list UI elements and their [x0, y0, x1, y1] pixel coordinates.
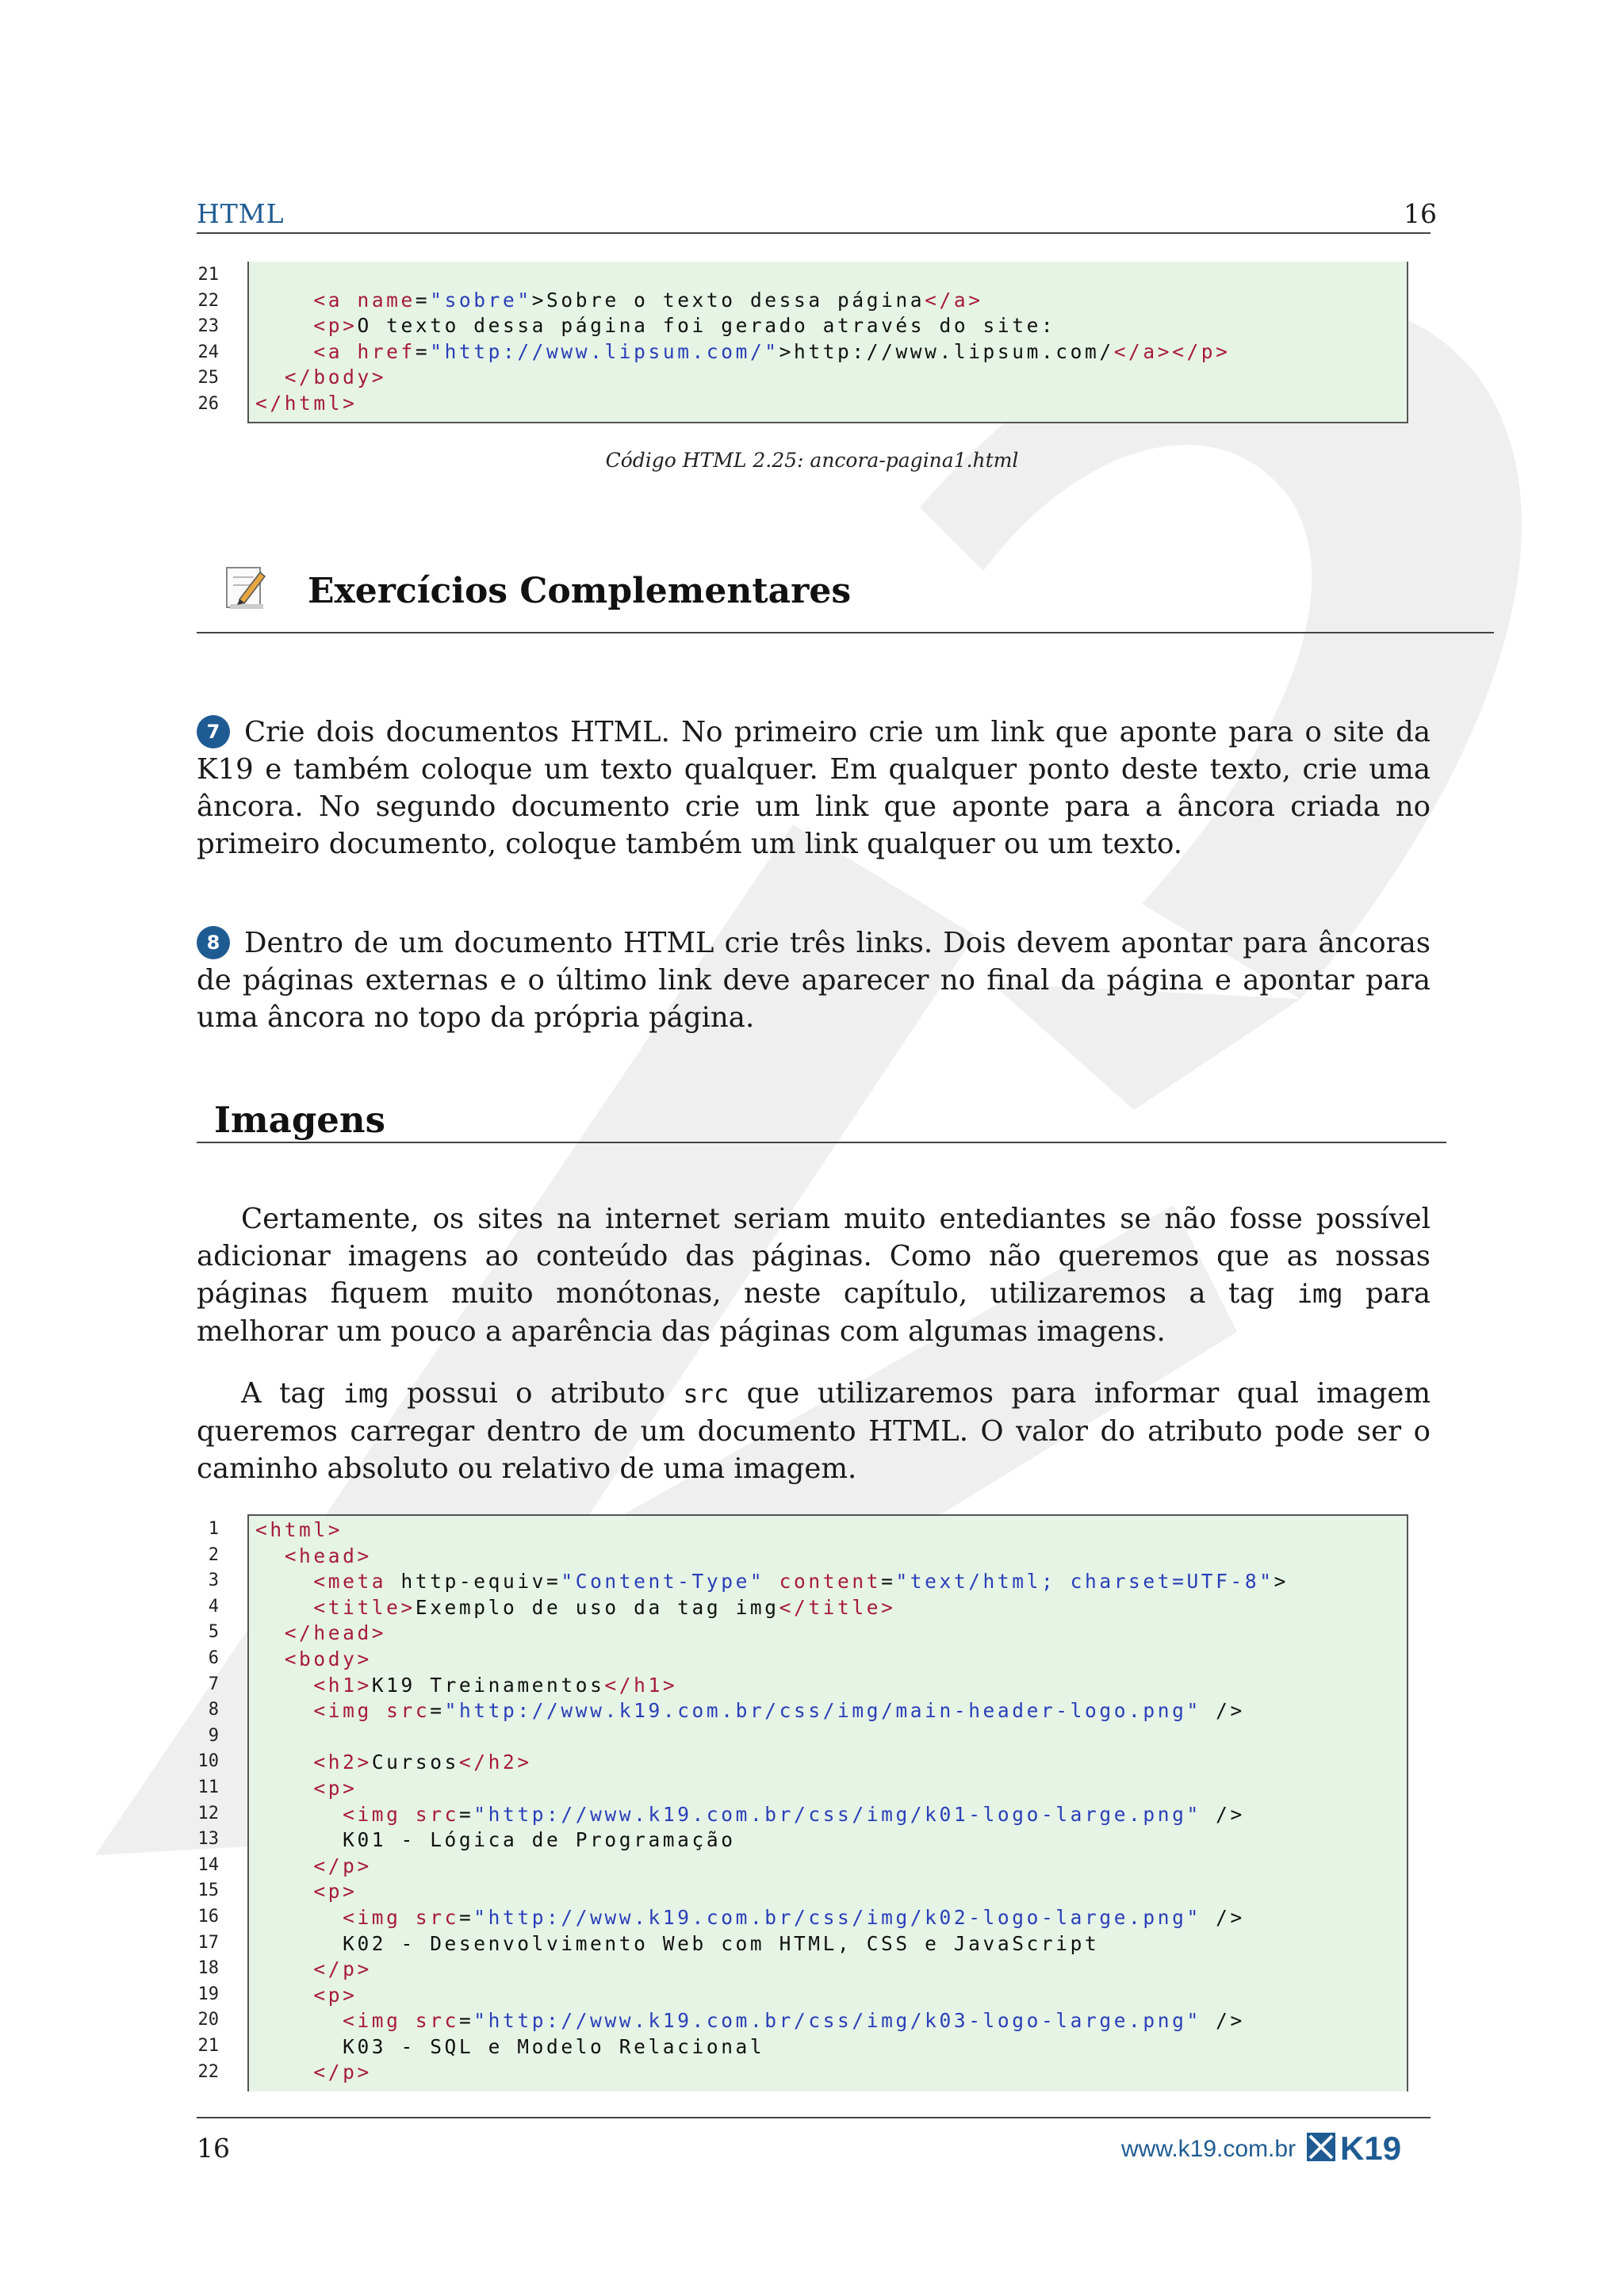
paragraph-intro: Certamente, os sites na internet seriam muito entediantes se não fosse possível adicionar imagens ao conteúdo das páginas. Como não queremos que as nossas páginas fiquem muito monótonas, neste capítulo, utilizaremos a tag img para melhorar um pouco a aparência das páginas com algumas imagens. [197, 1203, 1431, 1348]
code-line: </body> [284, 365, 387, 389]
code-line: <head> [284, 1544, 372, 1567]
code-line: <img src="http://www.k19.com.br/css/img/k03-logo-large.png" /> [343, 2009, 1245, 2033]
code-line: <a name="sobre">Sobre o texto dessa página</a> [313, 288, 983, 312]
code-line: </html> [255, 391, 358, 415]
code-line: <a href="http://www.lipsum.com/">http://www.lipsum.com/</a></p> [313, 339, 1231, 363]
code-line: <p> [313, 1776, 358, 1800]
paragraph-img-src: A tag img possui o atributo src que utilizaremos para informar qual imagem queremos carregar dentro de um documento HTML. O valor do atributo pode ser o caminho absoluto ou relativo de uma imagem. [197, 1377, 1431, 1485]
code-line: <p>O texto dessa página foi gerado através do site: [313, 314, 1056, 338]
line-number: 16 [197, 1907, 219, 1927]
footer-rule [197, 2117, 1431, 2118]
code-line: <h1>K19 Treinamentos</h1> [313, 1673, 678, 1697]
line-number: 8 [208, 1700, 219, 1720]
section-rule [197, 1142, 1446, 1143]
code-line: <title>Exemplo de uso da tag img</title> [313, 1595, 896, 1619]
code-line: <img src="http://www.k19.com.br/css/img/main-header-logo.png" /> [313, 1699, 1245, 1723]
line-number: 26 [197, 394, 219, 414]
svg-text:K19: K19 [1340, 2130, 1402, 2164]
code-line: <p> [313, 1880, 358, 1904]
footer-page-number: 16 [197, 2133, 230, 2164]
code-line: K03 - SQL e Modelo Relacional [255, 2034, 765, 2058]
line-number: 25 [197, 368, 219, 388]
line-number: 14 [197, 1854, 219, 1875]
line-number: 13 [197, 1829, 219, 1850]
exercise-number-badge: 8 [197, 926, 230, 959]
code-line: <body> [284, 1647, 372, 1670]
footer-url[interactable]: www.k19.com.br [1121, 2136, 1297, 2162]
exercise-number-badge: 7 [197, 715, 230, 748]
exercises-title: Exercícios Complementares [308, 571, 852, 611]
k19-logo [1305, 2130, 1427, 2164]
code-line [255, 262, 1407, 288]
inline-code: src [683, 1379, 730, 1409]
line-number: 21 [197, 2036, 219, 2056]
line-number: 17 [197, 1932, 219, 1953]
code-line: <p> [313, 1983, 358, 2007]
code-line [255, 1724, 1407, 1751]
code-line: K02 - Desenvolvimento Web com HTML, CSS e JavaScript [255, 1931, 1100, 1955]
code-line: <meta http-equiv="Content-Type" content="text/html; charset=UTF-8"> [313, 1570, 1289, 1594]
line-number: 21 [197, 265, 219, 285]
code-line: </p> [313, 1854, 372, 1877]
line-number: 4 [208, 1596, 219, 1617]
line-number: 19 [197, 1984, 219, 2004]
line-number: 24 [197, 342, 219, 362]
code-block-imagens [247, 1514, 1408, 2091]
exercise-8 [197, 924, 1431, 1036]
exercise-text: Dentro de um documento HTML crie três links. Dois devem apontar para âncoras de páginas externas e o último link deve aparecer no final da página e apontar para uma âncora no topo da própria página. [197, 927, 1431, 1034]
code-line: </p> [313, 1957, 372, 1981]
running-header-page-number: 16 [1404, 198, 1437, 229]
line-number: 9 [208, 1725, 219, 1746]
code-line: <html> [255, 1518, 343, 1541]
code-line: <h2>Cursos</h2> [313, 1751, 532, 1774]
code-line: <img src="http://www.k19.com.br/css/img/k02-logo-large.png" /> [343, 1905, 1245, 1929]
exercise-7 [197, 714, 1431, 863]
code-line: </p> [313, 2061, 372, 2084]
line-number: 20 [197, 2010, 219, 2030]
line-number: 6 [208, 1648, 219, 1668]
line-number: 10 [197, 1751, 219, 1772]
line-number: 5 [208, 1622, 219, 1643]
code-line: </head> [284, 1621, 387, 1645]
line-number: 22 [197, 2061, 219, 2082]
line-number: 2 [208, 1544, 219, 1565]
line-number: 3 [208, 1571, 219, 1591]
line-number: 22 [197, 290, 219, 311]
line-number: 18 [197, 1958, 219, 1979]
inline-code: img [1297, 1279, 1343, 1309]
line-number: 1 [208, 1519, 219, 1539]
section-title: Imagens [214, 1099, 385, 1141]
pencil-note-icon [222, 563, 270, 612]
code-line: K01 - Lógica de Programação [255, 1828, 736, 1852]
running-header-chapter: HTML [197, 198, 285, 229]
line-number: 15 [197, 1881, 219, 1901]
line-number: 7 [208, 1674, 219, 1694]
line-number: 23 [197, 316, 219, 337]
inline-code: img [343, 1379, 389, 1409]
code-line: <img src="http://www.k19.com.br/css/img/k01-logo-large.png" /> [343, 1802, 1245, 1826]
header-rule [197, 232, 1431, 234]
line-number: 11 [197, 1777, 219, 1797]
exercises-rule [197, 632, 1494, 633]
code-caption: Código HTML 2.25: ancora-pagina1.html [605, 449, 1019, 472]
exercise-text: Crie dois documentos HTML. No primeiro crie um link que aponte para o site da K19 e também coloque um texto qualquer. Em qualquer ponto deste texto, crie uma âncora. No segundo documento crie um link que aponte para a âncora criada no primeiro documento, coloque também um link qualquer ou um texto. [197, 716, 1431, 860]
code-block-ancora [247, 262, 1408, 423]
line-number: 12 [197, 1803, 219, 1823]
